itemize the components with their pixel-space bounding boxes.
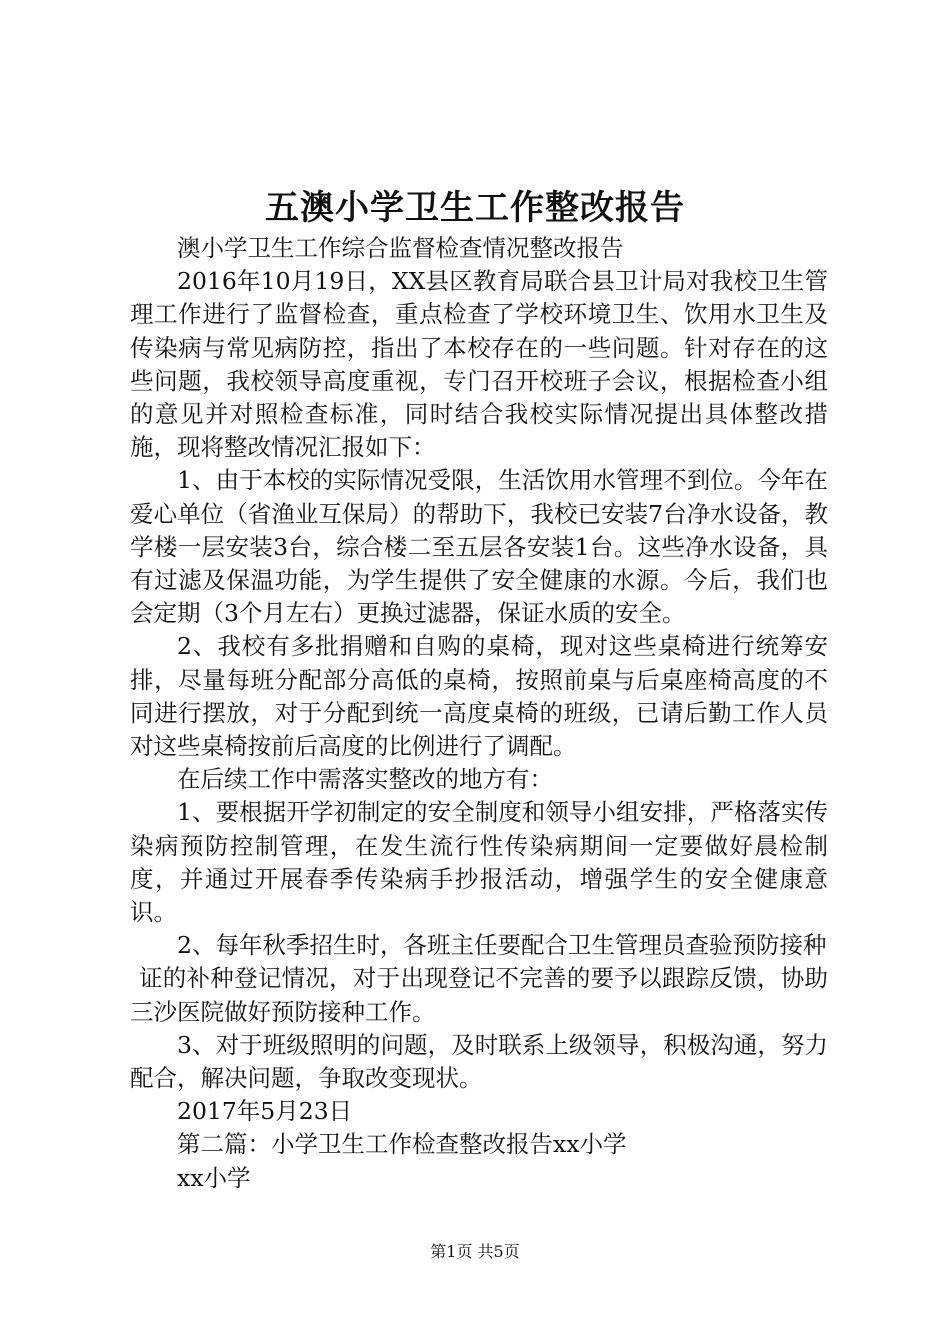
follow-up-heading: 在后续工作中需落实整改的地方有： — [177, 765, 553, 794]
follow-up-item-2: 2、每年秋季招生时，各班主任要配合卫生管理员查验预防接种 — [177, 931, 827, 960]
page-footer: 第1页 共5页 — [430, 1242, 520, 1261]
item-1-paragraph: 1、由于本校的实际情况受限，生活饮用水管理不到位。今年在爱心单位（省渔业互保局）的帮助下，我校已安装7台净水设备，教学楼一层安装3台，综合楼二至五层各安装1台。这些净水设备，具有过滤及保温功能，为学生提供了安全健康的水源。今后，我们也会定期（3个月左右）更换过滤器，保证水质的安全。 — [130, 466, 828, 628]
report-date: 2017年5月23日 — [177, 1097, 353, 1126]
item-2-paragraph: 2、我校有多批捐赠和自购的桌椅，现对这些桌椅进行统筹安排，尽量每班分配部分高低的桌椅，按照前桌与后桌座椅高度的不同进行摆放，对于分配到统一高度桌椅的班级，已请后勤工作人员对这些桌椅按前后高度的比例进行了调配。 — [130, 632, 828, 761]
intro-paragraph: 2016年10月19日，XX县区教育局联合县卫计局对我校卫生管理工作进行了监督检查，重点检查了学校环境卫生、饮用水卫生及传染病与常见病防控，指出了本校存在的一些问题。针对存在的这些问题，我校领导高度重视，专门召开校班子会议，根据检查小组的意见并对照检查标准，同时结合我校实际情况提出具体整改措施，现将整改情况汇报如下： — [130, 267, 828, 462]
follow-up-item-3: 3、对于班级照明的问题，及时联系上级领导，积极沟通，努力配合，解决问题，争取改变现状。 — [130, 1030, 828, 1093]
follow-up-item-1: 1、要根据开学初制定的安全制度和领导小组安排，严格落实传染病预防控制管理，在发生流行性传染病期间一定要做好晨检制度，并通过开展春季传染病手抄报活动，增强学生的安全健康意识。 — [130, 798, 828, 927]
follow-up-item-2-continued: 证的补种登记情况，对于出现登记不完善的要予以跟踪反馈，协助三沙医院做好预防接种工作。 — [130, 964, 828, 1026]
document-title: 五澳小学卫生工作整改报告 — [265, 188, 685, 228]
subtitle-paragraph: 澳小学卫生工作综合监督检查情况整改报告 — [177, 234, 624, 262]
school-name-line: xx小学 — [177, 1163, 251, 1192]
second-article-heading: 第二篇：小学卫生工作检查整改报告xx小学 — [177, 1130, 627, 1159]
document-body — [130, 232, 828, 1195]
